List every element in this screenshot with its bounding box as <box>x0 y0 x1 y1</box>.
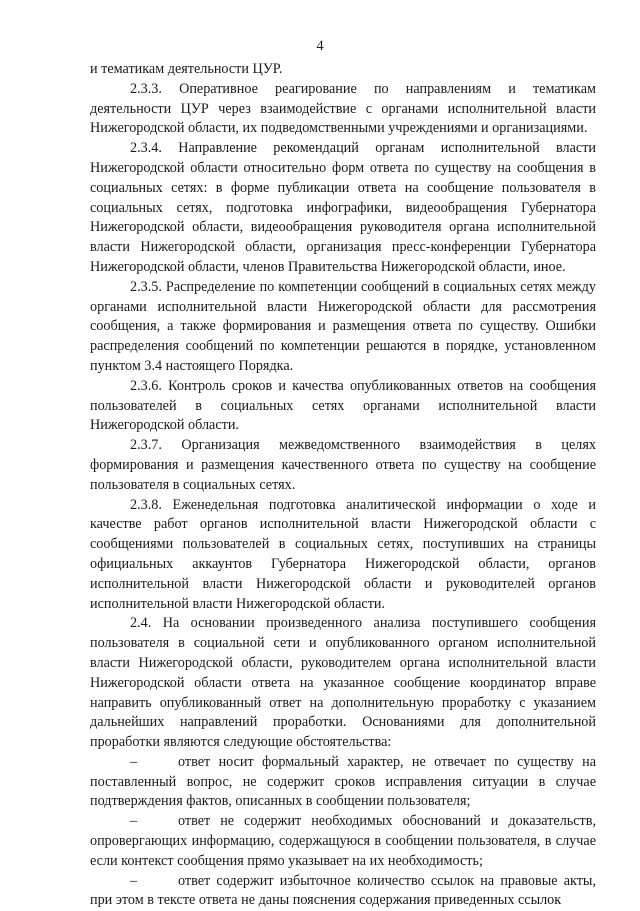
paragraph: 2.3.6. Контроль сроков и качества опубликованных ответов на сообщения пользователей в социальных сетях органами исполнительной власти Нижегородской области. <box>90 377 596 434</box>
list-item-text: ответ не содержит необходимых обоснований и доказательств, опровергающих информацию, содержащуюся в сообщении пользователя, в случае если контекст сообщения прямо указывает на их необходимость; <box>90 813 596 869</box>
list-dash: – <box>130 872 138 889</box>
list-item-text: ответ содержит избыточное количество ссылок на правовые акты, при этом в тексте ответа не даны пояснения содержания приведенных ссылок <box>90 872 596 909</box>
list-item <box>90 812 596 871</box>
paragraph: 2.3.8. Еженедельная подготовка аналитической информации о ходе и качестве работ органов исполнительной власти Нижегородской области с сообщениями пользователей в социальных сетях, поступивших на страницы официальных аккаунтов Губернатора Нижегородской области, органов исполнительной власти Нижегородской области и руководителей органов исполнительной власти Нижегородской области. <box>90 496 596 612</box>
list-item <box>90 753 596 812</box>
paragraph: 2.3.4. Направление рекомендаций органам исполнительной власти Нижегородской области относительно форм ответа по существу на сообщения в социальных сетях: в форме публикации ответа на сообщение пользователя в социальных сетях, подготовка инфографики, видеообращения Губернатора Нижегородской области, видеообращения руководителя органа исполнительной власти Нижегородской области, организация пресс-конференции Губернатора Нижегородской области, членов Правительства Нижегородской области, иное. <box>90 140 596 275</box>
document-body <box>90 60 596 911</box>
list-dash: – <box>130 753 138 770</box>
paragraph: 2.3.3. Оперативное реагирование по направлениям и тематикам деятельности ЦУР через взаимодействие с органами исполнительной власти Нижегородской области, их подведомственными учреждениями и организациями. <box>90 80 596 137</box>
list-item <box>90 872 596 911</box>
page-number: 4 <box>316 38 324 54</box>
paragraph: 2.4. На основании произведенного анализа поступившего сообщения пользователя в социальной сети и опубликованного органом исполнительной власти Нижегородской области, руководителем органа исполнительной власти Нижегородской области ответа на указанное сообщение координатор вправе направить опубликованный ответ на дополнительную проработку с указанием дальнейших направлений проработки. Основаниями для дополнительной проработки являются следующие обстоятельства: <box>90 615 596 751</box>
paragraph: и тематикам деятельности ЦУР. <box>90 61 283 77</box>
list-dash: – <box>130 813 138 830</box>
paragraph: 2.3.7. Организация межведомственного взаимодействия в целях формирования и размещения качественного ответа по существу на сообщение пользователя в социальных сетях. <box>90 437 596 493</box>
paragraph: 2.3.5. Распределение по компетенции сообщений в социальных сетях между органами исполнительной власти Нижегородской области для рассмотрения сообщения, а также формирования и размещения ответа по существу. Ошибки распределения сообщений по компетенции решаются в порядке, установленном пунктом 3.4 настоящего Порядка. <box>90 278 596 374</box>
list-item-text: ответ носит формальный характер, не отвечает по существу на поставленный вопрос, не содержит сроков исправления ситуации в случае подтверждения фактов, описанных в сообщении пользователя; <box>90 753 596 810</box>
